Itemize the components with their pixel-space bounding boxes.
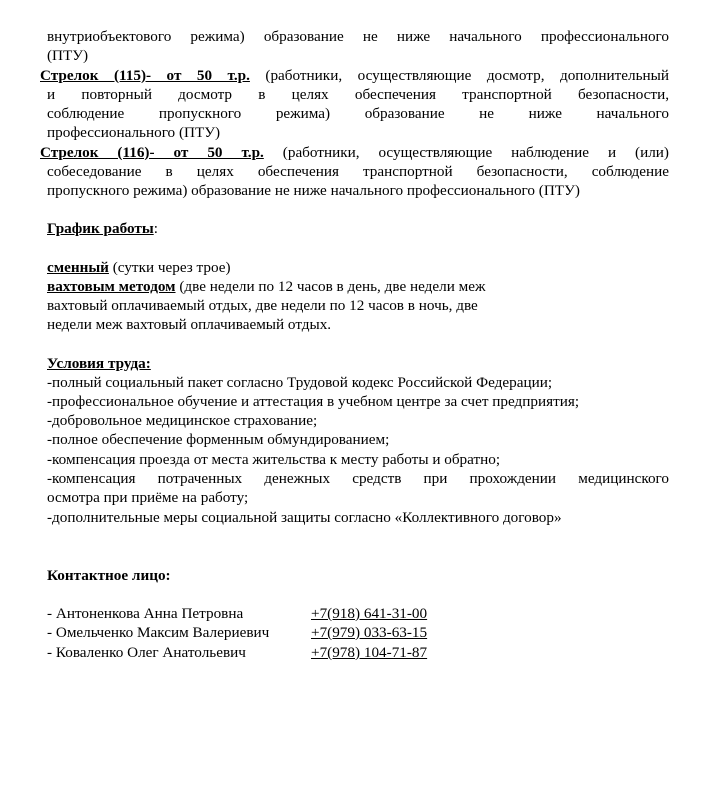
contact-row bbox=[47, 604, 427, 623]
conditions-item: -профессиональное обучение и аттестация в учебном центре за счет предприятия; bbox=[47, 393, 580, 410]
schedule-rotation-line-2: вахтовый оплачиваемый отдых, две недели по 12 часов в ночь, две bbox=[47, 297, 478, 314]
contact-row bbox=[47, 643, 427, 662]
position-115-line-1 bbox=[40, 66, 669, 85]
contact-phone: +7(979) 033-63-15 bbox=[311, 624, 428, 641]
contact-name: - Антоненкова Анна Петровна bbox=[47, 605, 244, 622]
schedule-rotation-label: вахтовым методом bbox=[47, 278, 176, 295]
intro-line-1: внутриобъектового режима) образование не ниже начального профессионального bbox=[47, 28, 669, 45]
contact-name: - Коваленко Олег Анатольевич bbox=[47, 644, 246, 661]
schedule-heading: График работы bbox=[47, 220, 154, 237]
schedule-shift: сменный (сутки через трое) bbox=[47, 259, 231, 276]
position-116-line-1 bbox=[40, 143, 669, 162]
intro-line-2: (ПТУ) bbox=[47, 47, 89, 64]
conditions-item: -полный социальный пакет согласно Трудовой кодекс Российской Федерации; bbox=[47, 374, 553, 391]
conditions-item: осмотра при приёме на работу; bbox=[47, 489, 249, 506]
position-116-line-2: собеседование в целях обеспечения транспортной безопасности, соблюдение bbox=[47, 163, 669, 180]
position-116-title: Стрелок (116)- от 50 т.р. bbox=[40, 144, 264, 161]
conditions-item: -компенсация потраченных денежных средств при прохождении медицинского bbox=[47, 470, 669, 487]
position-115-line-3: соблюдение пропускного режима) образование не ниже начального bbox=[47, 105, 669, 122]
position-115-title: Стрелок (115)- от 50 т.р. bbox=[40, 67, 250, 84]
conditions-heading: Условия труда: bbox=[47, 355, 151, 372]
position-115-line-2: и повторный досмотр в целях обеспечения транспортной безопасности, bbox=[47, 86, 669, 103]
position-115-line-4: профессионального (ПТУ) bbox=[47, 124, 221, 141]
conditions-item: -полное обеспечение форменным обмундированием; bbox=[47, 431, 390, 448]
contact-row bbox=[47, 623, 427, 642]
position-115-text: (работники, осуществляющие досмотр, дополнительный bbox=[249, 67, 669, 84]
conditions-item: -компенсация проезда от места жительства к месту работы и обратно; bbox=[47, 451, 501, 468]
contact-phone: +7(918) 641-31-00 bbox=[311, 605, 428, 622]
contact-phone: +7(978) 104-71-87 bbox=[311, 644, 428, 661]
schedule-heading-line: График работы: bbox=[47, 220, 158, 237]
schedule-rotation-line-1: вахтовым методом (две недели по 12 часов в день, две недели меж bbox=[47, 278, 486, 295]
contact-name: - Омельченко Максим Валериевич bbox=[47, 624, 270, 641]
schedule-rotation-line-3: недели меж вахтовый оплачиваемый отдых. bbox=[47, 316, 332, 333]
schedule-shift-label: сменный bbox=[47, 259, 109, 276]
position-116-text: (работники, осуществляющие наблюдение и (или) bbox=[263, 144, 669, 161]
contacts-heading: Контактное лицо: bbox=[47, 567, 171, 584]
conditions-item: -добровольное медицинское страхование; bbox=[47, 412, 318, 429]
position-116-line-3: пропускного режима) образование не ниже начального профессионального (ПТУ) bbox=[47, 182, 580, 199]
conditions-item: -дополнительные меры социальной защиты согласно «Коллективного договор» bbox=[47, 509, 562, 526]
